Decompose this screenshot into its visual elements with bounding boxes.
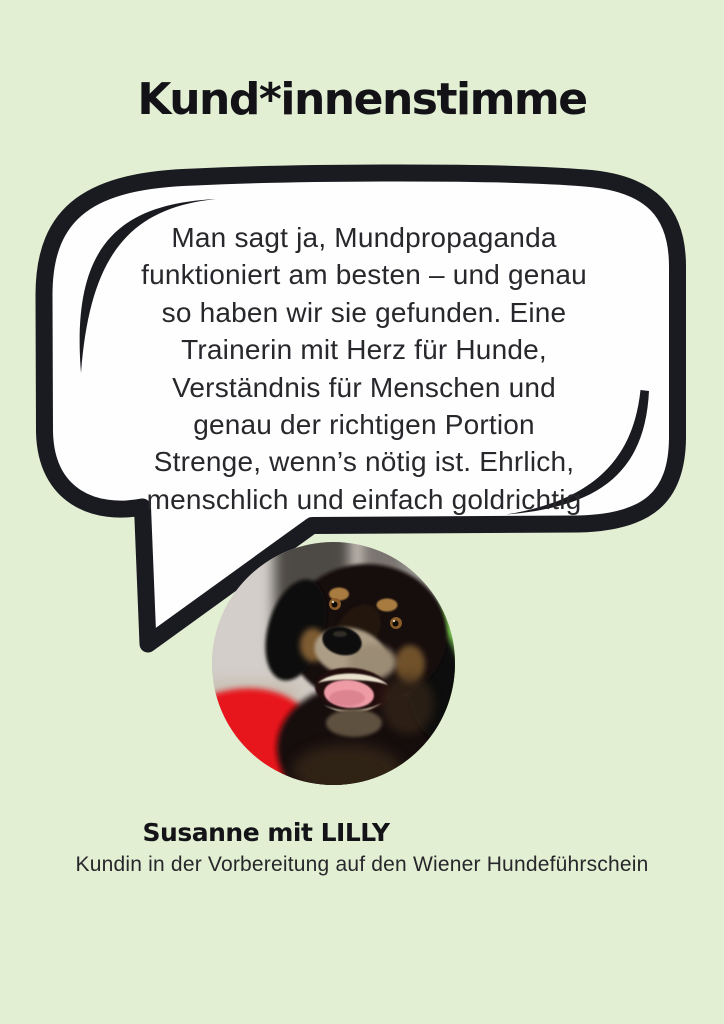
page-title: Kund*innenstimme bbox=[137, 74, 587, 125]
testimonial-quote: Man sagt ja, Mundpropaganda funktioniert am besten – und genau so haben wir sie gefunden. Eine Trainerin mit Herz für Hunde, Verständnis für Menschen und genau der richtigen Portion Strenge, wenn’s nötig ist. Ehrlich, menschlich und einfach goldrichtig bbox=[141, 222, 587, 515]
dog-eye-right bbox=[390, 617, 402, 629]
dog-photo-image bbox=[212, 542, 455, 785]
caption-name: Susanne mit LILLY bbox=[142, 818, 390, 847]
caption-role: Kundin in der Vorbereitung auf den Wiener Hundeführschein bbox=[75, 853, 649, 876]
dog-photo bbox=[212, 542, 455, 785]
dog-eyebrow-left bbox=[329, 588, 349, 601]
dog-eye-left bbox=[329, 598, 341, 610]
dog-eyebrow-right bbox=[377, 599, 398, 612]
